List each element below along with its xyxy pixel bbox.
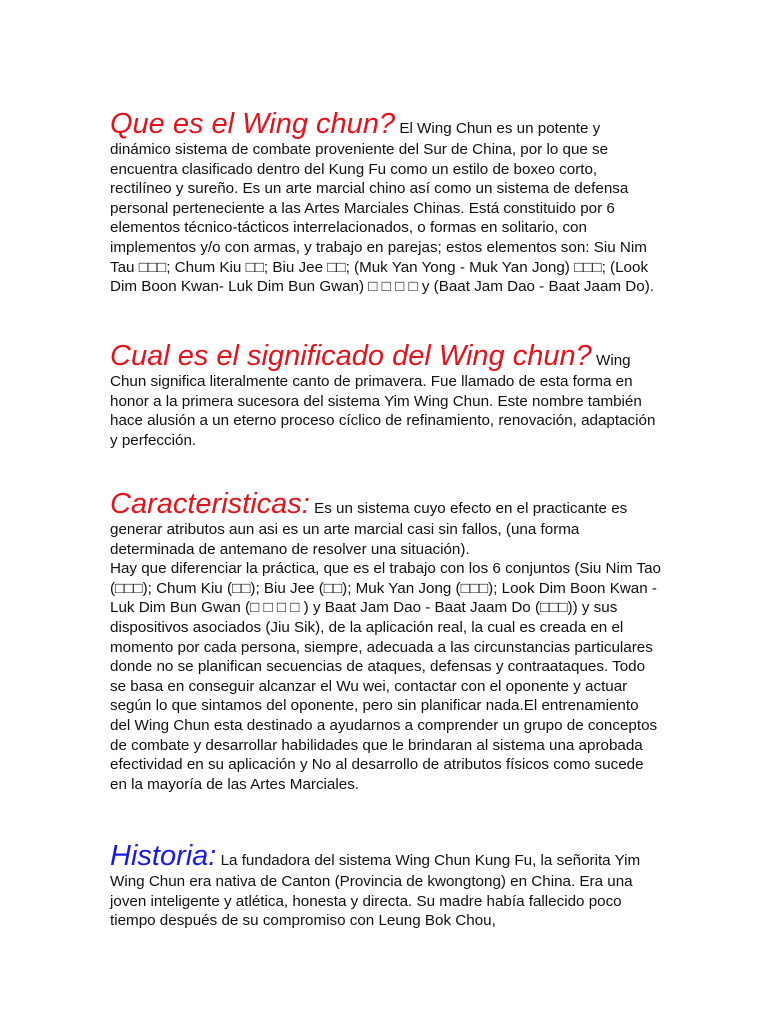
text-caracteristicas: Es un sistema cuyo efecto en el practicante es generar atributos aun asi es un arte marcial casi sin fallos, (una forma determinada de antemano de resolver una situación). (110, 500, 628, 558)
text-que-es: El Wing Chun es un potente y dinámico sistema de combate proveniente del Sur de China, por lo que se encuentra clasificado dentro del Kung Fu como un estilo de boxeo corto, rectilíneo y sureño. Es un arte marcial chino así como un sistema de defensa personal perteneciente a las Artes Marciales Chinas. Está constituido por 6 elementos técnico-tácticos interrelacionados, o formas en solitario, con implementos y/o con armas, y trabajo en parejas; estos elementos son: Siu Nim Tau □□□; Chum Kiu □□; Biu Jee □□; (Muk Yan Yong - Muk Yan Jong) □□□; (Look Dim Boon Kwan- Luk Dim Bun Gwan) □ □ □ □ y (Baat Jam Dao - Baat Jaam Do). (110, 120, 654, 296)
text-historia: La fundadora del sistema Wing Chun Kung Fu, la señorita Yim Wing Chun era nativa de Canton (Provincia de kwongtong) en China. Era una joven inteligente y atlética, honesta y directa. Su madre había fallecido poco tiempo después de su compromiso con Leung Bok Chou, (110, 852, 641, 930)
section-que-es (110, 108, 662, 297)
heading-que-es: Que es el Wing chun? (110, 108, 396, 140)
heading-caracteristicas: Caracteristicas: (110, 488, 310, 520)
section-caracteristicas (110, 488, 662, 794)
text-caracteristicas-2: Hay que diferenciar la práctica, que es el trabajo con los 6 conjuntos (Siu Nim Tao (□□□); Chum Kiu (□□); Biu Jee (□□); Muk Yan Jong (□□□); Look Dim Boon Kwan - Luk Dim Bun Gwan (□ □ □ □ ) y Baat Jam Dao - Baat Jaam Do (□□□)) y sus dispositivos asociados (Jiu Sik), de la aplicación real, la cual es creada en el momento por cada persona, siempre, adecuada a las circunstancias particulares donde no se planifican secuencias de ataques, defensas y contraataques. Todo se basa en conseguir alcanzar el Wu wei, contactar con el oponente y actuar según lo que sintamos del oponente, pero sin planificar nada.El entrenamiento del Wing Chun esta destinado a ayudarnos a comprender un grupo de conceptos de combate y desarrollar habilidades que le brindaran al sistema una aprobada efectividad en su aplicación y No al desarrollo de atributos físicos como sucede en la mayoría de las Artes Marciales. (110, 560, 661, 793)
section-historia (110, 840, 662, 931)
section-significado (110, 340, 662, 450)
heading-historia: Historia: (110, 840, 217, 872)
text-significado: Wing Chun significa literalmente canto de primavera. Fue llamado de esta forma en honor a la primera sucesora del sistema Yim Wing Chun. Este nombre también hace alusión a un eterno proceso cíclico de refinamiento, renovación, adaptación y perfección. (110, 352, 656, 449)
heading-significado: Cual es el significado del Wing chun? (110, 340, 592, 372)
